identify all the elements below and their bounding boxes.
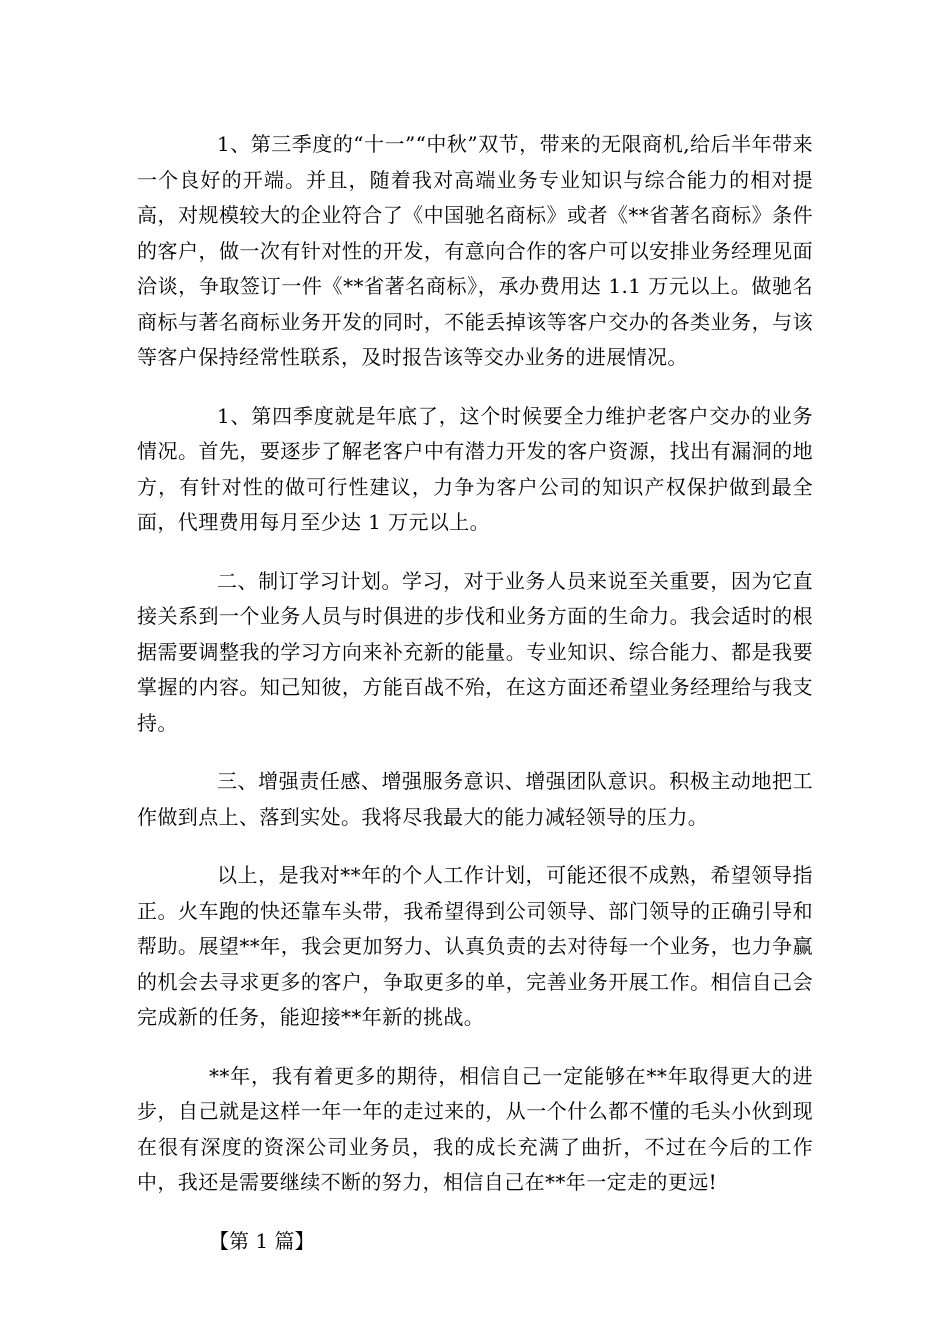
paragraph-study-plan: 二、制订学习计划。学习，对于业务人员来说至关重要，因为它直接关系到一个业务人员与时俱进的步伐和业务方面的生命力。我会适时的根据需要调整我的学习方向来补充新的能量。专业知识、综合能力、都是我要掌握的内容。知己知彼，方能百战不殆，在这方面还希望业务经理给与我支持。: [137, 568, 813, 735]
paragraph-outlook: **年，我有着更多的期待，相信自己一定能够在**年取得更大的进步，自己就是这样一年一年的走过来的，从一个什么都不懂的毛头小伙到现在很有深度的资深公司业务员，我的成长充满了曲折，不过在今后的工作中，我还是需要继续不断的努力，相信自己在**年一定走的更远!: [137, 1063, 813, 1194]
paragraph-responsibility: 三、增强责任感、增强服务意识、增强团队意识。积极主动地把工作做到点上、落到实处。我将尽我最大的能力减轻领导的压力。: [137, 769, 813, 829]
section-mark: 【第 1 篇】: [209, 1228, 315, 1253]
paragraph-summary: 以上，是我对**年的个人工作计划，可能还很不成熟，希望领导指正。火车跑的快还靠车头带，我希望得到公司领导、部门领导的正确引导和帮助。展望**年，我会更加努力、认真负责的去对待每一个业务，也力争赢的机会去寻求更多的客户，争取更多的单，完善业务开展工作。相信自己会完成新的任务，能迎接**年新的挑战。: [137, 863, 813, 1029]
paragraph-q3-plan: 1、第三季度的“十一”“中秋”双节，带来的无限商机,给后半年带来一个良好的开端。并且，随着我对高端业务专业知识与综合能力的相对提高，对规模较大的企业符合了《中国驰名商标》或者《**省著名商标》条件的客户，做一次有针对性的开发，有意向合作的客户可以安排业务经理见面洽谈，争取签订一件《**省著名商标》，承办费用达 1.1 万元以上。做驰名商标与著名商标业务开发的同时，不能丢掉该等客户交办的各类业务，与该等客户保持经常性联系，及时报告该等交办业务的进展情况。: [137, 132, 813, 369]
paragraph-q4-plan: 1、第四季度就是年底了，这个时候要全力维护老客户交办的业务情况。首先，要逐步了解老客户中有潜力开发的客户资源，找出有漏洞的地方，有针对性的做可行性建议，力争为客户公司的知识产权保护做到最全面，代理费用每月至少达 1 万元以上。: [137, 403, 813, 534]
document-page: [137, 127, 813, 1259]
